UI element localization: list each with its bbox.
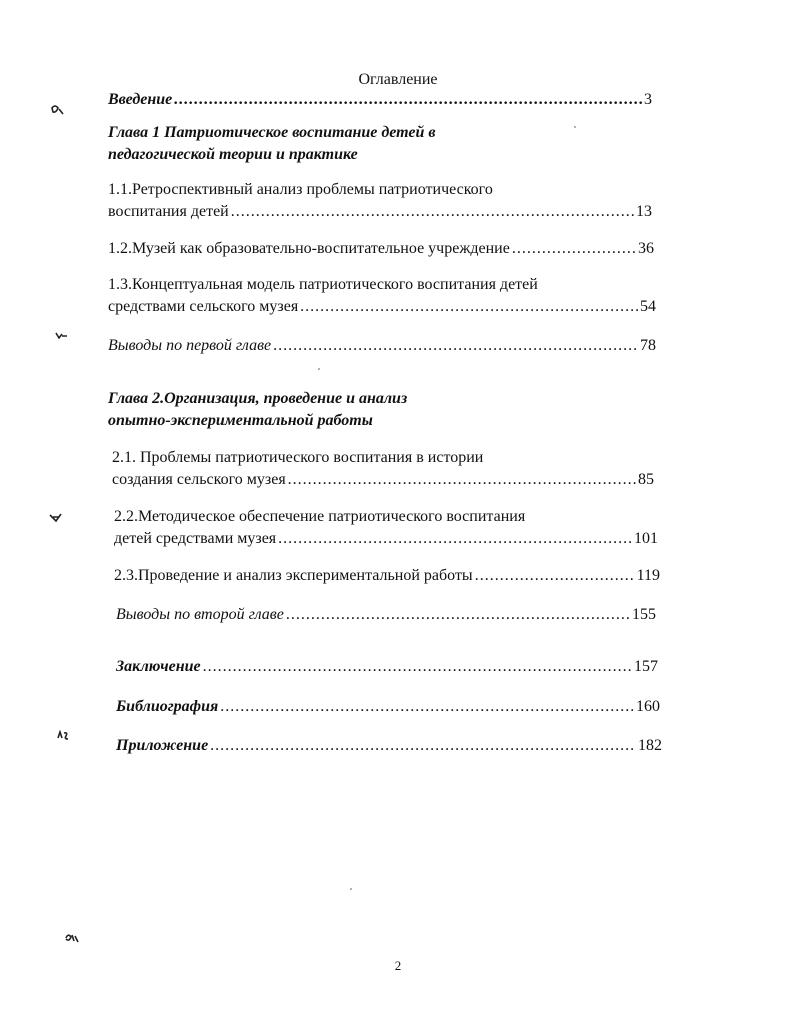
toc-entry-2-1[interactable] xyxy=(112,447,654,491)
toc-leader-dots xyxy=(210,735,636,757)
toc-entry-2-1-page: 85 xyxy=(638,471,654,488)
toc-entry-ch2-conclusion-label: Выводы по второй главе xyxy=(116,606,284,623)
scan-mark xyxy=(50,104,66,116)
toc-entry-1-1-page: 13 xyxy=(636,203,652,220)
page-title: Оглавление xyxy=(358,71,438,88)
toc-entry-2-2[interactable] xyxy=(114,506,658,550)
toc-entry-appendix-label: Приложение xyxy=(116,737,209,754)
toc-leader-dots xyxy=(231,201,634,223)
toc-entry-intro[interactable] xyxy=(108,89,652,111)
toc-leader-dots xyxy=(278,528,632,550)
toc-entry-2-3-page: 119 xyxy=(636,567,660,584)
toc-leader-dots xyxy=(273,335,638,357)
toc-leader-dots xyxy=(288,469,636,491)
chapter-2-title-line2: опытно-экспериментальной работы xyxy=(108,412,373,429)
toc-entry-1-3[interactable] xyxy=(108,274,656,318)
toc-entry-1-2-page: 36 xyxy=(638,240,654,257)
toc-entry-1-3-line1: 1.3.Концептуальная модель патриотического воспитания детей xyxy=(108,276,538,293)
toc-leader-dots xyxy=(174,89,642,111)
chapter-1-heading[interactable] xyxy=(108,122,436,166)
toc-entry-2-2-line1: 2.2.Методическое обеспечение патриотического воспитания xyxy=(114,508,526,525)
scan-speck xyxy=(574,126,576,128)
scan-speck xyxy=(350,888,352,890)
toc-entry-1-3-line2: средствами сельского музея xyxy=(108,298,299,315)
toc-entry-ch1-conclusion-label: Выводы по первой главе xyxy=(108,337,272,354)
toc-entry-1-2-label: 1.2.Музей как образовательно-воспитательное учреждение xyxy=(108,240,510,257)
toc-entry-2-1-line2: создания сельского музея xyxy=(112,471,286,488)
toc-entry-conclusion-page: 157 xyxy=(634,658,658,675)
toc-entry-conclusion-label: Заключение xyxy=(116,658,201,675)
toc-entry-bibliography-label: Библиография xyxy=(116,698,219,715)
toc-entry-bibliography[interactable] xyxy=(116,696,660,718)
toc-entry-2-2-page: 101 xyxy=(634,530,658,547)
toc-entry-1-1-line2: воспитания детей xyxy=(108,203,229,220)
toc-entry-1-1-line1: 1.1.Ретроспективный анализ проблемы патриотического xyxy=(108,181,493,198)
page-number: 2 xyxy=(394,958,402,973)
toc-leader-dots xyxy=(300,296,638,318)
toc-entry-intro-label: Введение xyxy=(108,91,173,108)
toc-entry-conclusion[interactable] xyxy=(116,656,658,678)
scan-mark xyxy=(54,330,70,342)
chapter-1-title-line2: педагогической теории и практике xyxy=(108,146,358,163)
scan-mark xyxy=(56,730,72,742)
toc-entry-2-3[interactable] xyxy=(114,565,660,587)
toc-entry-appendix-page: 182 xyxy=(638,737,662,754)
toc-entry-2-2-line2: детей средствами музея xyxy=(114,530,277,547)
toc-entry-ch1-conclusion[interactable] xyxy=(108,335,656,357)
toc-entry-appendix[interactable] xyxy=(116,735,662,757)
scan-mark xyxy=(64,932,80,944)
chapter-2-title-line1: Глава 2.Организация, проведение и анализ xyxy=(108,390,408,407)
toc-leader-dots xyxy=(220,696,634,718)
scan-speck xyxy=(318,368,320,370)
toc-entry-1-3-page: 54 xyxy=(640,298,656,315)
toc-leader-dots xyxy=(203,656,632,678)
toc-entry-1-1[interactable] xyxy=(108,179,652,223)
toc-entry-2-1-line1: 2.1. Проблемы патриотического воспитания в истории xyxy=(112,449,484,466)
chapter-2-heading[interactable] xyxy=(108,388,407,432)
toc-entry-ch2-conclusion[interactable] xyxy=(116,604,656,626)
toc-leader-dots xyxy=(512,238,636,260)
toc-entry-bibliography-page: 160 xyxy=(636,698,660,715)
scan-mark xyxy=(48,512,64,524)
toc-entry-ch2-conclusion-page: 155 xyxy=(632,606,656,623)
toc-entry-1-2[interactable] xyxy=(108,238,654,260)
toc-entry-2-3-label: 2.3.Проведение и анализ экспериментальной работы xyxy=(114,567,473,584)
toc-entry-intro-page: 3 xyxy=(644,91,652,108)
chapter-1-title-line1: Глава 1 Патриотическое воспитание детей в xyxy=(108,124,436,141)
toc-entry-ch1-conclusion-page: 78 xyxy=(640,337,656,354)
toc-leader-dots xyxy=(286,604,630,626)
toc-leader-dots xyxy=(475,565,635,587)
